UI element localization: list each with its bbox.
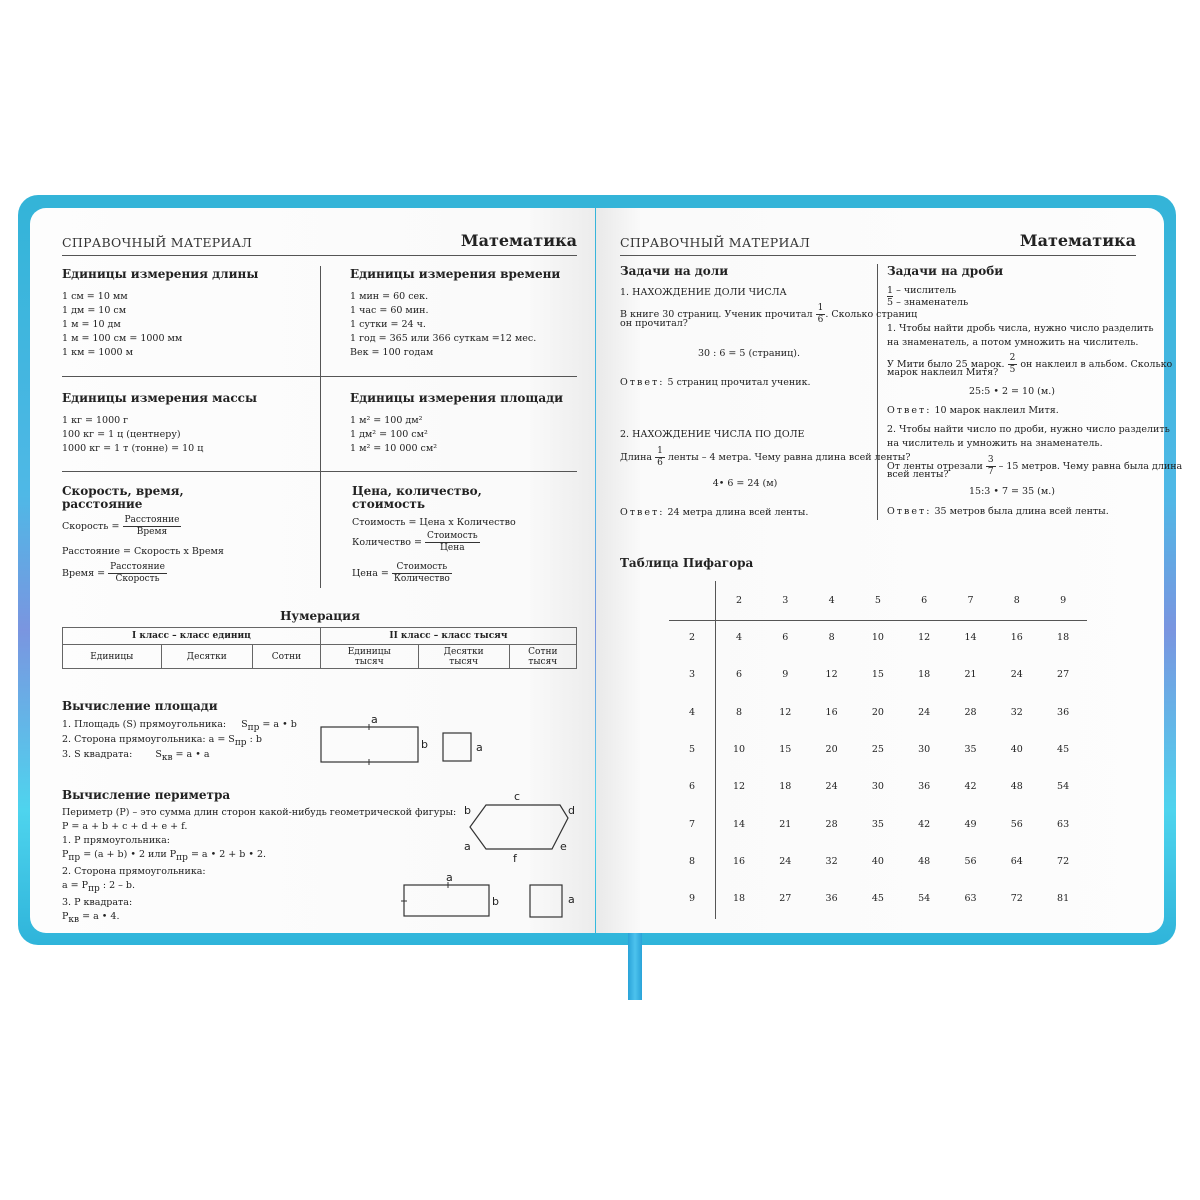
price-f3-num: Стоимость xyxy=(392,562,452,574)
area-calc-l1-sub: пр xyxy=(247,722,260,733)
fraction-den-label: – знаменатель xyxy=(896,297,969,308)
speed-f1-num: Расстояние xyxy=(124,515,180,525)
square-label-a: a xyxy=(476,741,483,754)
pythagoras-cell: 30 xyxy=(871,781,884,793)
fractions-r3b: на числитель и умножить на знаменатель. xyxy=(887,438,1103,449)
area-units-list xyxy=(350,414,437,456)
pythagoras-cell: 15 xyxy=(871,669,884,681)
col-tens: Десятки xyxy=(161,645,253,669)
area-figures xyxy=(315,710,495,770)
mass-line: 100 кг = 1 ц (центнеру) xyxy=(62,429,181,440)
pythagoras-cell: 30 xyxy=(918,743,931,755)
time-line: 1 год = 365 или 366 суткам =12 мес. xyxy=(350,333,537,344)
perim-line5: 2. Сторона прямоугольника: xyxy=(62,865,206,877)
perim-line6 xyxy=(62,879,456,896)
area-line: 1 дм² = 100 см² xyxy=(350,429,428,440)
perim-rect-label-b: b xyxy=(492,895,499,908)
pythagoras-cell: 36 xyxy=(1057,706,1070,718)
shares-answer1 xyxy=(620,376,811,390)
pythagoras-row-label: 3 xyxy=(688,669,696,681)
speed-formula-2: Расстояние = Скорость х Время xyxy=(62,546,224,557)
area-calc-l3-sub: кв xyxy=(161,752,173,763)
price-f2-den: Цена xyxy=(440,543,465,553)
pythagoras-cell: 28 xyxy=(825,818,838,830)
perim-line7: 3. P квадрата: xyxy=(62,896,133,908)
price-formula-2 xyxy=(352,531,480,554)
shares-p1c: он прочитал? xyxy=(620,318,688,329)
shares-sub2: 2. НАХОЖДЕНИЕ ЧИСЛА ПО ДОЛЕ xyxy=(620,429,805,440)
length-line: 1 м = 10 дм xyxy=(62,319,121,330)
shares-p2a: Длина xyxy=(620,452,653,463)
area-calc-l1-text: 1. Площадь (S) прямоугольника: xyxy=(62,719,227,730)
perim-l4-sub1: пр xyxy=(68,852,81,863)
fractions-r4-den: 7 xyxy=(987,467,994,477)
mass-line: 1000 кг = 1 т (тонне) = 10 ц xyxy=(62,443,204,454)
pythagoras-header-cell: 4 xyxy=(828,595,835,606)
time-list xyxy=(350,290,536,360)
hex-label-e: e xyxy=(560,840,567,853)
col-thousand-units-b: тысяч xyxy=(354,656,384,667)
price-title xyxy=(352,485,482,511)
price-f3-den: Количество xyxy=(393,574,450,584)
perim-l6-b: : 2 – b. xyxy=(99,879,136,891)
pythagoras-row-label: 5 xyxy=(688,743,696,755)
grid-divider-1 xyxy=(62,376,577,377)
pythagoras-cell: 42 xyxy=(918,818,931,830)
pythagoras-cell: 6 xyxy=(782,632,789,643)
answer-label: Ответ: xyxy=(887,506,932,517)
hexagon-shape xyxy=(470,805,568,849)
perim-l4-p: P xyxy=(62,849,69,860)
pythagoras-cell: 24 xyxy=(1010,669,1023,681)
pythagoras-cell: 18 xyxy=(779,781,792,793)
fractions-rule2 xyxy=(887,423,1170,451)
pythagoras-cell: 25 xyxy=(871,743,884,755)
shares-p1b: . Сколько страниц xyxy=(825,309,918,320)
pythagoras-row-label: 6 xyxy=(688,781,696,793)
time-line: Век = 100 годам xyxy=(350,347,434,358)
col-thousand-units-a: Единицы xyxy=(347,646,391,657)
perim-l8-sub: кв xyxy=(68,914,80,925)
pythagoras-cell: 49 xyxy=(964,818,977,830)
right-page xyxy=(596,208,1183,933)
col-thousand-hundreds-b: тысяч xyxy=(528,656,558,667)
pythagoras-cell: 27 xyxy=(1057,669,1070,681)
pythagoras-cell: 64 xyxy=(1010,855,1023,867)
pythagoras-cell: 28 xyxy=(964,706,977,718)
pythagoras-cell: 8 xyxy=(735,706,743,718)
hex-label-f: f xyxy=(513,852,517,865)
col-units: Единицы xyxy=(63,645,162,669)
pythagoras-cell: 54 xyxy=(1057,781,1070,793)
col-hundreds: Сотни xyxy=(253,645,321,669)
shares-p1-den: 6 xyxy=(817,315,824,325)
pythagoras-cell: 35 xyxy=(964,743,977,755)
fractions-r4b: – 15 метров. Чему равна была длина xyxy=(998,461,1183,472)
perim-l6-a: a = P xyxy=(62,879,89,891)
price-title-line2: стоимость xyxy=(352,497,425,511)
pythagoras-cell: 21 xyxy=(964,669,977,681)
pythagoras-cell: 18 xyxy=(1057,632,1070,643)
pythagoras-header-cell: 5 xyxy=(874,595,881,606)
right-header-title: Математика xyxy=(1019,231,1136,250)
pythagoras-cell: 6 xyxy=(735,669,743,681)
numeration-table xyxy=(62,627,577,669)
area-rectangle xyxy=(321,727,418,762)
area-calc-l3-text: 3. S квадрата: xyxy=(62,749,133,760)
hex-label-c: c xyxy=(514,790,521,803)
length-line: 1 дм = 10 см xyxy=(62,305,127,316)
perim-line8 xyxy=(62,910,456,927)
time-line: 1 мин = 60 сек. xyxy=(350,291,429,302)
answer-label: Ответ: xyxy=(620,377,665,388)
hexagon-figure xyxy=(458,788,583,868)
right-header-rule xyxy=(620,255,1136,256)
time-line: 1 сутки = 24 ч. xyxy=(350,319,426,330)
fractions-rule1 xyxy=(887,322,1154,350)
length-line: 1 м = 100 см = 1000 мм xyxy=(62,333,183,344)
pythagoras-cell: 36 xyxy=(825,893,838,905)
fraction-den-digit: 5 xyxy=(887,297,894,308)
pythagoras-cell: 36 xyxy=(918,781,931,793)
perim-l4-end: = a • 2 + b • 2. xyxy=(187,849,267,860)
grid-vertical-divider xyxy=(320,266,321,588)
rect-label-b: b xyxy=(421,738,428,751)
fractions-r4c: всей ленты? xyxy=(887,469,949,480)
shares-calc1: 30 : 6 = 5 (страниц). xyxy=(698,348,800,359)
fractions-r1a: 1. Чтобы найти дробь числа, нужно число разделить xyxy=(887,323,1154,334)
pythagoras-row-label: 8 xyxy=(688,855,696,867)
class1-header: I класс – класс единиц xyxy=(63,628,321,645)
perim-square-label-a: a xyxy=(568,893,575,906)
col-thousand-tens-b: тысяч xyxy=(449,656,479,667)
pythagoras-row-label: 2 xyxy=(688,632,696,643)
pythagoras-cell: 42 xyxy=(964,781,977,793)
shares-p1-num: 1 xyxy=(817,303,824,313)
area-line: 1 м² = 10 000 см² xyxy=(350,443,438,454)
perim-line3: 1. P прямоугольника: xyxy=(62,835,170,846)
pythagoras-cell: 16 xyxy=(1010,632,1023,643)
area-calc-l3-rest: = a • a xyxy=(172,749,210,760)
pythagoras-cell: 45 xyxy=(1057,743,1070,755)
area-calc-l2-rest: : b xyxy=(246,734,262,745)
hex-label-d: d xyxy=(568,804,575,817)
speed-formula-3 xyxy=(62,562,167,585)
pythagoras-cell: 54 xyxy=(918,893,931,905)
pythagoras-cell: 48 xyxy=(918,855,931,867)
pythagoras-cell: 72 xyxy=(1010,893,1023,905)
pythagoras-cell: 4 xyxy=(735,632,743,643)
pythagoras-header-rule xyxy=(669,620,1087,621)
pythagoras-header-cell: 3 xyxy=(782,595,789,606)
pythagoras-cell: 24 xyxy=(779,855,792,867)
pythagoras-cell: 63 xyxy=(964,893,977,905)
pythagoras-cell: 40 xyxy=(1010,743,1023,755)
perim-l4-mid: = (a + b) • 2 или P xyxy=(80,849,177,860)
speed-f3-num: Расстояние xyxy=(110,562,165,572)
pythagoras-cell: 8 xyxy=(828,632,835,643)
pythagoras-cell: 16 xyxy=(732,855,746,867)
fractions-calc1: 25:5 • 2 = 10 (м.) xyxy=(969,386,1055,397)
bookmark-ribbon xyxy=(628,930,642,1000)
shares-answer2 xyxy=(620,506,808,520)
area-calc-l2-text: 2. Сторона прямоугольника: a = S xyxy=(62,734,235,745)
left-header-title: Математика xyxy=(460,231,577,250)
hex-label-b: b xyxy=(464,804,471,817)
area-calc-line3 xyxy=(62,748,210,765)
perim-l6-sub: пр xyxy=(88,883,100,894)
fractions-r4a: От ленты отрезали xyxy=(887,461,983,472)
pythagoras-header-cell: 9 xyxy=(1060,595,1067,606)
pythagoras-cell: 12 xyxy=(918,632,931,643)
price-f3-left: Цена = xyxy=(352,568,389,579)
shares-sub1: 1. НАХОЖДЕНИЕ ДОЛИ ЧИСЛА xyxy=(620,287,787,298)
pythagoras-cell: 9 xyxy=(782,669,789,681)
fractions-ans1-text: 10 марок наклеил Митя. xyxy=(934,405,1059,416)
pythagoras-cell: 16 xyxy=(825,706,838,718)
pythagoras-header-cell: 6 xyxy=(921,595,928,606)
speed-f1-left: Скорость = xyxy=(62,521,120,532)
pythagoras-cell: 24 xyxy=(825,781,838,793)
perim-l8-p: P xyxy=(62,910,69,922)
pythagoras-header-cell: 2 xyxy=(735,595,743,606)
pythagoras-cell: 12 xyxy=(825,669,838,681)
col-thousand-hundreds xyxy=(509,645,576,669)
perim-rect-label-a: a xyxy=(446,872,453,884)
pythagoras-cell: 20 xyxy=(871,706,884,718)
answer-label: Ответ: xyxy=(887,405,932,416)
pythagoras-cell: 45 xyxy=(871,893,884,905)
perimeter-text xyxy=(62,806,456,927)
length-title: Единицы измерения длины xyxy=(62,267,259,281)
pythagoras-row-label: 7 xyxy=(688,818,696,830)
col-thousand-hundreds-a: Сотни xyxy=(528,646,558,657)
time-line: 1 час = 60 мин. xyxy=(350,305,429,316)
fractions-r2a: У Мити было 25 марок. xyxy=(887,359,1005,370)
pythagoras-cell: 35 xyxy=(871,818,884,830)
fractions-ans2-text: 35 метров была длина всей ленты. xyxy=(934,506,1109,517)
fractions-answer1 xyxy=(887,404,1059,418)
class2-header: II класс – класс тысяч xyxy=(320,628,576,645)
perim-line4 xyxy=(62,848,456,865)
shares-title: Задачи на доли xyxy=(620,264,729,278)
area-calc-l1-s: S xyxy=(241,719,248,730)
shares-p2-den: 6 xyxy=(657,458,663,468)
fractions-calc2: 15:3 • 7 = 35 (м.) xyxy=(969,486,1055,497)
pythagoras-row-label: 4 xyxy=(688,706,696,718)
right-header-label: СПРАВОЧНЫЙ МАТЕРИАЛ xyxy=(620,235,811,250)
fractions-r3a: 2. Чтобы найти число по дроби, нужно число разделить xyxy=(887,424,1170,435)
price-f2-num: Стоимость xyxy=(427,531,478,541)
pythagoras-cell: 10 xyxy=(732,743,746,755)
left-header-label: СПРАВОЧНЫЙ МАТЕРИАЛ xyxy=(62,235,253,250)
pythagoras-header-cell: 8 xyxy=(1013,595,1020,606)
fraction-legend xyxy=(887,285,968,309)
hex-label-a: a xyxy=(464,840,471,853)
shares-calc2: 4• 6 = 24 (м) xyxy=(712,478,778,489)
pythagoras-cell: 10 xyxy=(871,632,884,643)
fraction-num-label: – числитель xyxy=(896,285,957,296)
pythagoras-cell: 21 xyxy=(779,818,792,830)
length-line: 1 км = 1000 м xyxy=(62,347,133,358)
price-title-line1: Цена, количество, xyxy=(352,484,482,498)
area-square xyxy=(443,733,471,761)
shares-ans2-text: 24 метра длина всей ленты. xyxy=(667,507,809,518)
col-thousand-tens xyxy=(418,645,509,669)
price-f2-left: Количество = xyxy=(352,537,422,548)
time-title: Единицы измерения времени xyxy=(350,267,561,281)
area-calc-l1-rest: = a • b xyxy=(259,719,297,730)
pythagoras-title: Таблица Пифагора xyxy=(620,556,754,570)
speed-f3-den: Скорость xyxy=(115,574,160,584)
fractions-r1b: на знаменатель, а потом умножить на числитель. xyxy=(887,337,1139,348)
pythagoras-cell: 12 xyxy=(732,781,746,793)
fractions-r2c: марок наклеил Митя? xyxy=(887,367,999,378)
pythagoras-cell: 56 xyxy=(1010,818,1023,830)
pythagoras-cell: 32 xyxy=(1010,706,1023,718)
rect-label-a: a xyxy=(371,713,378,726)
pythagoras-cell: 63 xyxy=(1057,818,1070,830)
answer-label: Ответ: xyxy=(620,507,665,518)
pythagoras-cell: 14 xyxy=(964,632,977,643)
mass-list xyxy=(62,414,203,456)
perimeter-title: Вычисление периметра xyxy=(62,788,231,802)
pythagoras-cell: 56 xyxy=(964,855,977,867)
pythagoras-cell: 81 xyxy=(1057,893,1070,905)
col-thousand-tens-a: Десятки xyxy=(443,646,484,657)
perim-rectangle xyxy=(404,885,489,916)
fraction-num-digit: 1 xyxy=(887,285,894,296)
pythagoras-row-label: 9 xyxy=(688,893,696,905)
fractions-r2-num: 2 xyxy=(1009,353,1016,363)
price-formula-3 xyxy=(352,562,452,585)
numeration-title: Нумерация xyxy=(280,609,360,623)
left-header-rule xyxy=(62,255,577,256)
fractions-answer2 xyxy=(887,505,1109,519)
pythagoras-header-cell: 7 xyxy=(967,595,974,606)
pythagoras-cell: 14 xyxy=(732,818,746,830)
area-units-title: Единицы измерения площади xyxy=(350,391,564,405)
length-list xyxy=(62,290,182,360)
shares-problem2 xyxy=(620,446,910,469)
perim-line1: Периметр (P) – это сумма длин сторон какой-нибудь геометрической фигуры: xyxy=(62,807,457,818)
speed-f3-left: Время = xyxy=(62,568,106,579)
fractions-title: Задачи на дроби xyxy=(887,264,1004,278)
speed-f1-den: Время xyxy=(136,527,168,537)
pythagoras-cell: 72 xyxy=(1057,855,1070,867)
fractions-r4-num: 3 xyxy=(987,455,994,465)
area-calc-l3-s: S xyxy=(155,749,162,760)
area-calc-title: Вычисление площади xyxy=(62,699,218,713)
perim-l4-sub2: пр xyxy=(176,852,188,863)
fractions-r2b: он наклеил в альбом. Сколько xyxy=(1020,359,1173,370)
shares-ans1-text: 5 страниц прочитал ученик. xyxy=(667,377,811,388)
speed-title xyxy=(62,485,184,511)
perim-line2: P = a + b + c + d + e + f. xyxy=(62,821,188,832)
col-thousand-units xyxy=(320,645,418,669)
pythagoras-cell: 27 xyxy=(779,893,792,905)
pythagoras-cell: 12 xyxy=(779,706,792,718)
perim-square xyxy=(530,885,562,917)
shares-p2b: ленты – 4 метра. Чему равна длина всей ленты? xyxy=(667,452,911,463)
fractions-r2-den: 5 xyxy=(1009,365,1016,375)
perim-l8-b: = a • 4. xyxy=(79,910,120,922)
pythagoras-cell: 32 xyxy=(825,855,838,867)
shares-p1a: В книге 30 страниц. Ученик прочитал xyxy=(620,309,813,320)
area-line: 1 м² = 100 дм² xyxy=(350,415,423,426)
speed-formula-1 xyxy=(62,515,181,538)
pythagoras-cell: 15 xyxy=(779,743,792,755)
pythagoras-cell: 18 xyxy=(918,669,931,681)
mass-title: Единицы измерения массы xyxy=(62,391,258,405)
speed-title-line1: Скорость, время, xyxy=(62,484,184,498)
pythagoras-cell: 20 xyxy=(825,743,838,755)
pythagoras-cell: 24 xyxy=(918,706,931,718)
left-page xyxy=(30,208,595,933)
grid-divider-2 xyxy=(62,471,577,472)
shares-p2-num: 1 xyxy=(657,446,663,456)
pythagoras-cell: 40 xyxy=(871,855,884,867)
length-line: 1 см = 10 мм xyxy=(62,291,128,302)
speed-title-line2: расстояние xyxy=(62,497,143,511)
pythagoras-cell: 48 xyxy=(1010,781,1023,793)
price-formula-1: Стоимость = Цена х Количество xyxy=(352,517,516,528)
pythagoras-cell: 18 xyxy=(732,893,746,905)
perimeter-figures xyxy=(400,872,580,922)
mass-line: 1 кг = 1000 г xyxy=(62,415,129,426)
area-calc-l2-sub: пр xyxy=(234,737,247,748)
